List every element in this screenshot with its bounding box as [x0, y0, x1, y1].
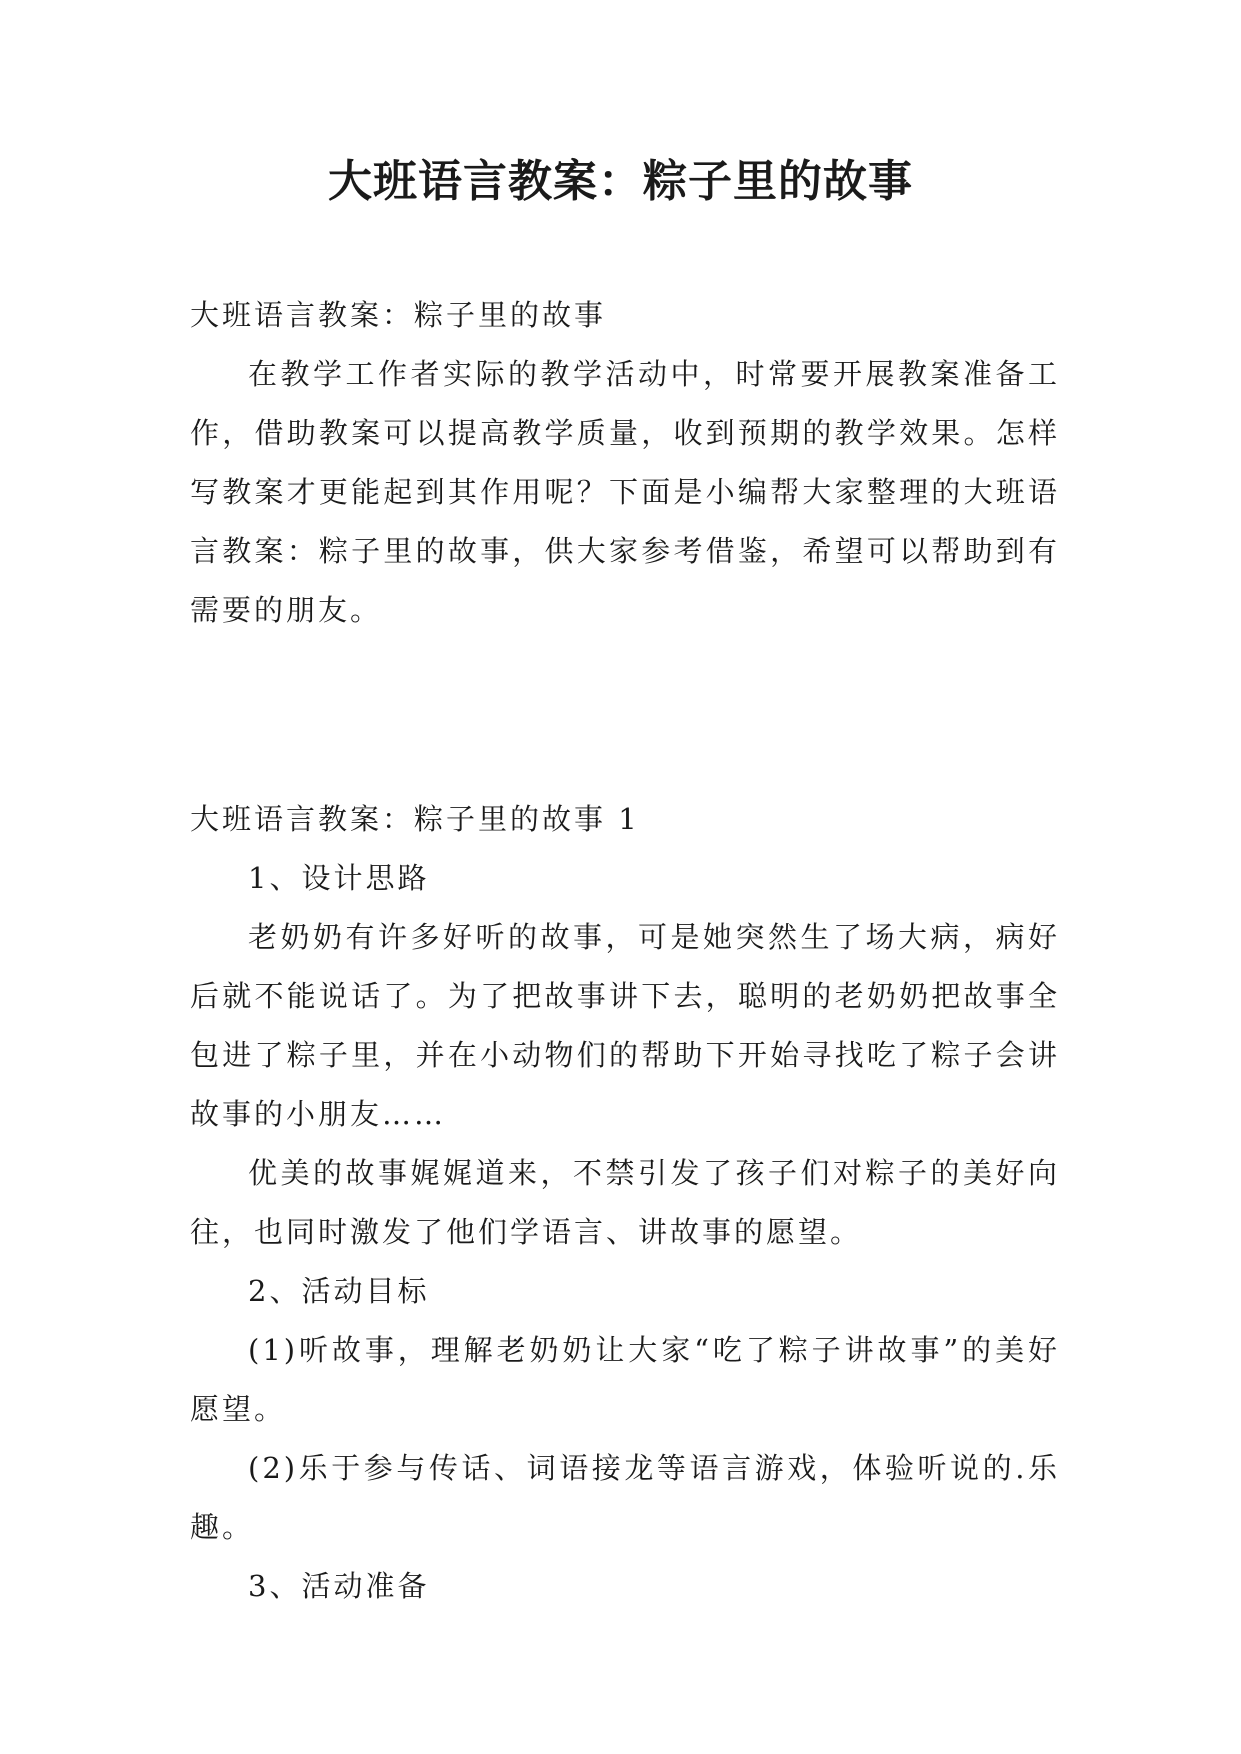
section-spacer: [190, 640, 1060, 790]
prep-heading: 3、活动准备: [248, 1569, 430, 1603]
document-title: 大班语言教案：粽子里的故事: [328, 156, 913, 207]
design-paragraph-1: 老奶奶有许多好听的故事，可是她突然生了场大病，病好后就不能说话了。为了把故事讲下去，聪明的老奶奶把故事全包进了粽子里，并在小动物们的帮助下开始寻找吃了粽子会讲故事的小朋友……: [190, 920, 1060, 1131]
design-heading: 1、设计思路: [248, 861, 430, 895]
section-heading: 大班语言教案：粽子里的故事 1: [190, 802, 640, 836]
intro-paragraph: 在教学工作者实际的教学活动中，时常要开展教案准备工作，借助教案可以提高教学质量，收到预期的教学效果。怎样写教案才更能起到其作用呢？下面是小编帮大家整理的大班语言教案：粽子里的故事，供大家参考借鉴，希望可以帮助到有需要的朋友。: [190, 357, 1060, 627]
goal-item-2: (2)乐于参与传话、词语接龙等语言游戏，体验听说的.乐趣。: [190, 1451, 1060, 1544]
design-paragraph-2: 优美的故事娓娓道来，不禁引发了孩子们对粽子的美好向往，也同时激发了他们学语言、讲故事的愿望。: [190, 1156, 1060, 1249]
document-body: [190, 286, 1060, 1616]
goal-item-1: (1)听故事，理解老奶奶让大家“吃了粽子讲故事”的美好愿望。: [190, 1333, 1060, 1426]
intro-heading: 大班语言教案：粽子里的故事: [190, 298, 607, 332]
goals-heading: 2、活动目标: [248, 1274, 430, 1308]
